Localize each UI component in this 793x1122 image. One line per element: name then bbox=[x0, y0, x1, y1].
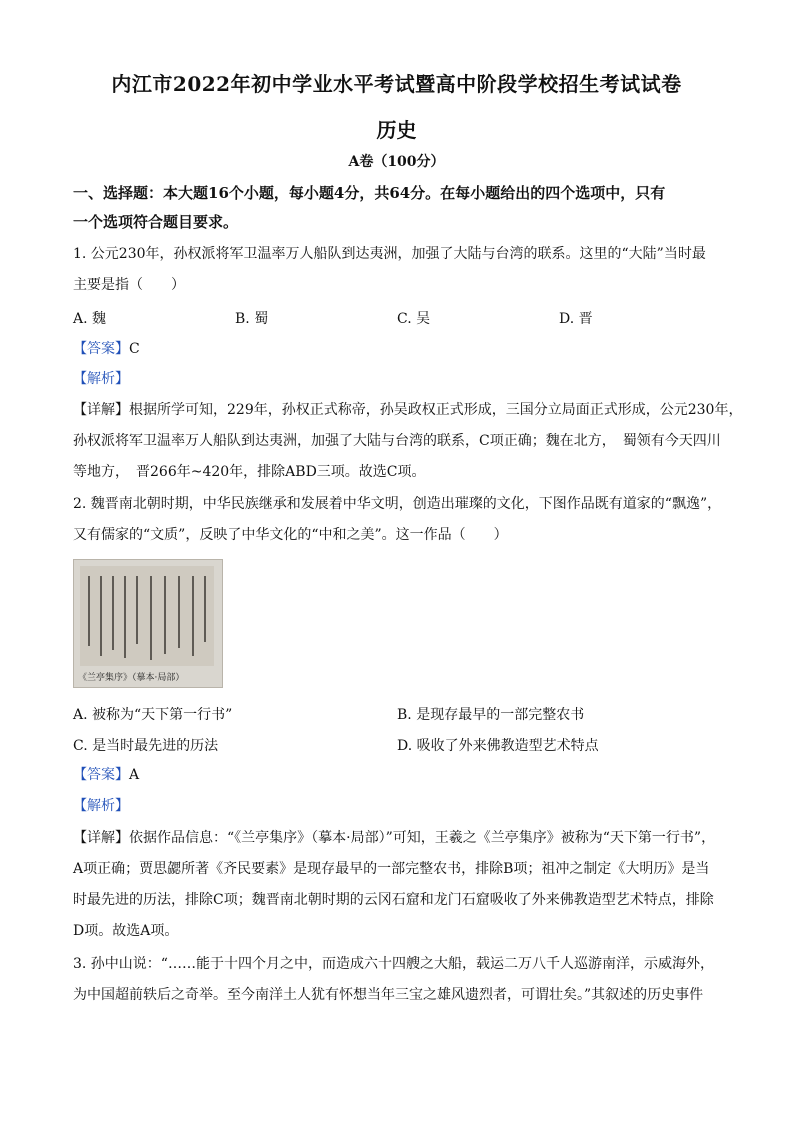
q2-option-c: C. 是当时最先进的历法 bbox=[73, 738, 219, 754]
answer-tag: 【答案】 bbox=[73, 341, 129, 357]
q1-stem-line-1: 1. 公元230年，孙权派将军卫温率万人船队到达夷洲，加强了大陆与台湾的联系。这里的“大陆”当时最 bbox=[73, 246, 706, 262]
q1-analysis bbox=[73, 370, 723, 388]
q2-detail-text-1: 依据作品信息：“《兰亭集序》（摹本·局部）”可知，王羲之《兰亭集序》被称为“天下第一行书”， bbox=[129, 830, 716, 846]
lanting-preface-image bbox=[73, 559, 223, 688]
q2-analysis bbox=[73, 797, 723, 815]
q2-option-b: B. 是现存最早的一部完整农书 bbox=[397, 707, 585, 723]
calligraphy-scroll bbox=[80, 566, 214, 666]
answer-tag: 【答案】 bbox=[73, 767, 129, 783]
analysis-tag: 【解析】 bbox=[73, 798, 129, 814]
q1-answer-value: C bbox=[129, 341, 140, 357]
q2-detail-line-4: D项。故选A项。 bbox=[73, 923, 179, 939]
q2-option-a: A. 被称为“天下第一行书” bbox=[73, 707, 233, 723]
part-heading-line-2: 一个选项符合题目要求。 bbox=[73, 213, 239, 231]
analysis-tag: 【解析】 bbox=[73, 371, 129, 387]
q2-detail-line-3: 时最先进的历法，排除C项；魏晋南北朝时期的云冈石窟和龙门石窟吸收了外来佛教造型艺术特点，排除 bbox=[73, 892, 714, 908]
q1-detail-line-1 bbox=[73, 401, 743, 419]
section-title: A卷（100分） bbox=[348, 154, 445, 170]
q2-answer bbox=[73, 766, 723, 784]
q1-option-c: C. 吴 bbox=[397, 311, 431, 327]
q1-detail-line-3: 等地方， 晋266年~420年，排除ABD三项。故选C项。 bbox=[73, 464, 426, 480]
q1-option-a: A. 魏 bbox=[73, 311, 107, 327]
q3-stem-line-2: 为中国超前轶后之奇举。至今南洋土人犹有怀想当年三宝之雄风遗烈者，可谓壮矣。”其叙述的历史事件 bbox=[73, 987, 704, 1003]
part-heading-line-1: 一、选择题：本大题16个小题，每小题4分，共64分。在每小题给出的四个选项中，只有 bbox=[73, 184, 666, 202]
q1-option-d: D. 晋 bbox=[559, 311, 593, 327]
q1-option-b: B. 蜀 bbox=[235, 311, 269, 327]
q2-stem-line-1: 2. 魏晋南北朝时期，中华民族继承和发展着中华文明，创造出璀璨的文化，下图作品既有道家的“飘逸”， bbox=[73, 496, 722, 512]
q2-stem-line-2: 又有儒家的“文质”，反映了中华文化的“中和之美”。这一作品（ ） bbox=[73, 527, 508, 543]
detail-tag: 【详解】 bbox=[73, 402, 129, 418]
q1-stem-line-2: 主要是指（ ） bbox=[73, 277, 185, 293]
q2-detail-line-1 bbox=[73, 829, 723, 847]
q3-stem-line-1: 3. 孙中山说：“……能于十四个月之中，而造成六十四艘之大船，载运二万八千人巡游南洋，示威海外， bbox=[73, 956, 714, 972]
detail-tag: 【详解】 bbox=[73, 830, 129, 846]
q1-answer bbox=[73, 340, 723, 358]
q1-detail-line-2: 孙权派将军卫温率万人船队到达夷洲，加强了大陆与台湾的联系，C项正确；魏在北方， 蜀领有今天四川 bbox=[73, 433, 721, 449]
exam-title: 内江市2022年初中学业水平考试暨高中阶段学校招生考试试卷 bbox=[111, 72, 682, 96]
q2-option-d: D. 吸收了外来佛教造型艺术特点 bbox=[397, 738, 599, 754]
q1-detail-text-1: 根据所学可知，229年，孙权正式称帝，孙吴政权正式形成，三国分立局面正式形成，公元230年， bbox=[129, 402, 743, 418]
subject-title: 历史 bbox=[376, 118, 417, 142]
figure-caption: 《兰亭集序》（摹本·局部） bbox=[78, 673, 185, 683]
q2-detail-line-2: A项正确；贾思勰所著《齐民要素》是现存最早的一部完整农书，排除B项；祖冲之制定《大明历》是当 bbox=[73, 861, 710, 877]
q2-answer-value: A bbox=[129, 767, 140, 783]
